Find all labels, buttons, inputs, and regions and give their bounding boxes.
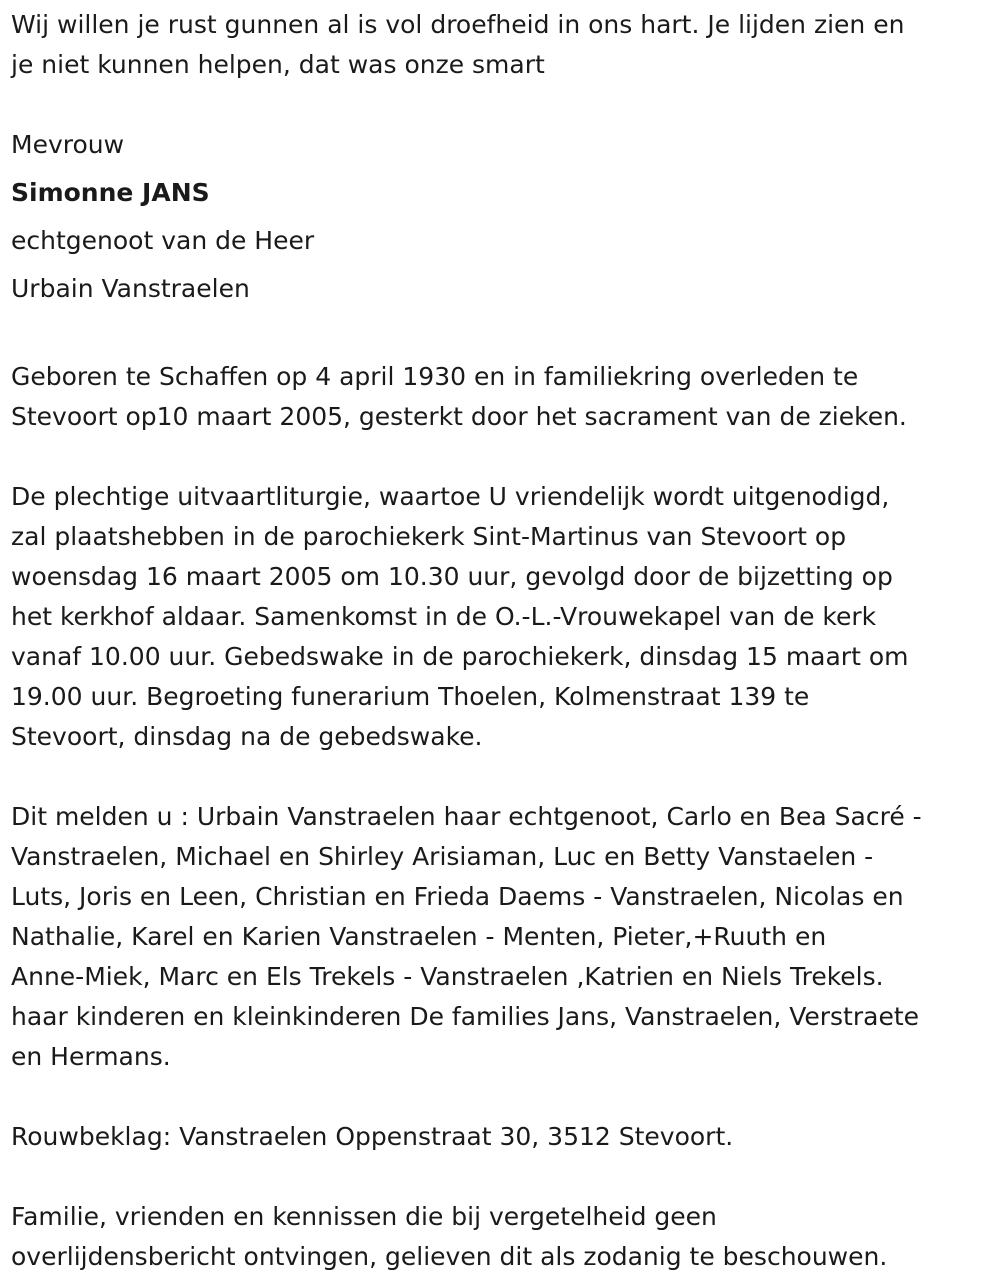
funeral-line: woensdag 16 maart 2005 om 10.30 uur, gevolgd door de bijzetting op: [11, 562, 893, 591]
funeral-line: zal plaatshebben in de parochiekerk Sint-Martinus van Stevoort op: [11, 522, 847, 551]
spacer: [11, 317, 991, 357]
spacer: [11, 85, 991, 125]
spacer: [11, 1157, 991, 1197]
birth-line-1: Geboren te Schaffen op 4 april 1930 en in familiekring overleden te: [11, 362, 859, 391]
family-line: Luts, Joris en Leen, Christian en Frieda Daems - Vanstraelen, Nicolas en: [11, 882, 904, 911]
funeral-line: 19.00 uur. Begroeting funerarium Thoelen, Kolmenstraat 139 te: [11, 682, 810, 711]
closing-line-1: Familie, vrienden en kennissen die bij vergetelheid geen: [11, 1202, 717, 1231]
condolence-paragraph: [11, 1117, 991, 1157]
birth-line-2: Stevoort op10 maart 2005, gesterkt door het sacrament van de zieken.: [11, 402, 907, 431]
condolence-address: Rouwbeklag: Vanstraelen Oppenstraat 30, 3512 Stevoort.: [11, 1122, 734, 1151]
funeral-paragraph: [11, 477, 991, 757]
obituary-document: [11, 5, 991, 1277]
birth-paragraph: [11, 357, 991, 437]
closing-line-2: overlijdensbericht ontvingen, gelieven dit als zodanig te beschouwen.: [11, 1242, 888, 1271]
intro-line-2: je niet kunnen helpen, dat was onze smart: [11, 50, 545, 79]
person-relation: echtgenoot van de Heer: [11, 226, 315, 255]
family-line: Dit melden u : Urbain Vanstraelen haar echtgenoot, Carlo en Bea Sacré -: [11, 802, 922, 831]
funeral-line: het kerkhof aldaar. Samenkomst in de O.-L.-Vrouwekapel van de kerk: [11, 602, 877, 631]
family-line: Vanstraelen, Michael en Shirley Arisiaman, Luc en Betty Vanstaelen -: [11, 842, 874, 871]
funeral-line: Stevoort, dinsdag na de gebedswake.: [11, 722, 483, 751]
person-title: Mevrouw: [11, 130, 125, 159]
funeral-line: De plechtige uitvaartliturgie, waartoe U vriendelijk wordt uitgenodigd,: [11, 482, 890, 511]
spacer: [11, 757, 991, 797]
person-name: Simonne JANS: [11, 178, 210, 207]
family-line: en Hermans.: [11, 1042, 171, 1071]
funeral-line: vanaf 10.00 uur. Gebedswake in de parochiekerk, dinsdag 15 maart om: [11, 642, 909, 671]
intro-verse: [11, 5, 991, 85]
person-block: [11, 125, 991, 317]
person-spouse: Urbain Vanstraelen: [11, 274, 250, 303]
family-line: Nathalie, Karel en Karien Vanstraelen - Menten, Pieter,+Ruuth en: [11, 922, 827, 951]
family-line: haar kinderen en kleinkinderen De families Jans, Vanstraelen, Verstraete: [11, 1002, 920, 1031]
spacer: [11, 437, 991, 477]
family-line: Anne-Miek, Marc en Els Trekels - Vanstraelen ,Katrien en Niels Trekels.: [11, 962, 884, 991]
family-paragraph: [11, 797, 991, 1077]
spacer: [11, 1077, 991, 1117]
closing-paragraph: [11, 1197, 991, 1277]
intro-line-1: Wij willen je rust gunnen al is vol droefheid in ons hart. Je lijden zien en: [11, 10, 905, 39]
